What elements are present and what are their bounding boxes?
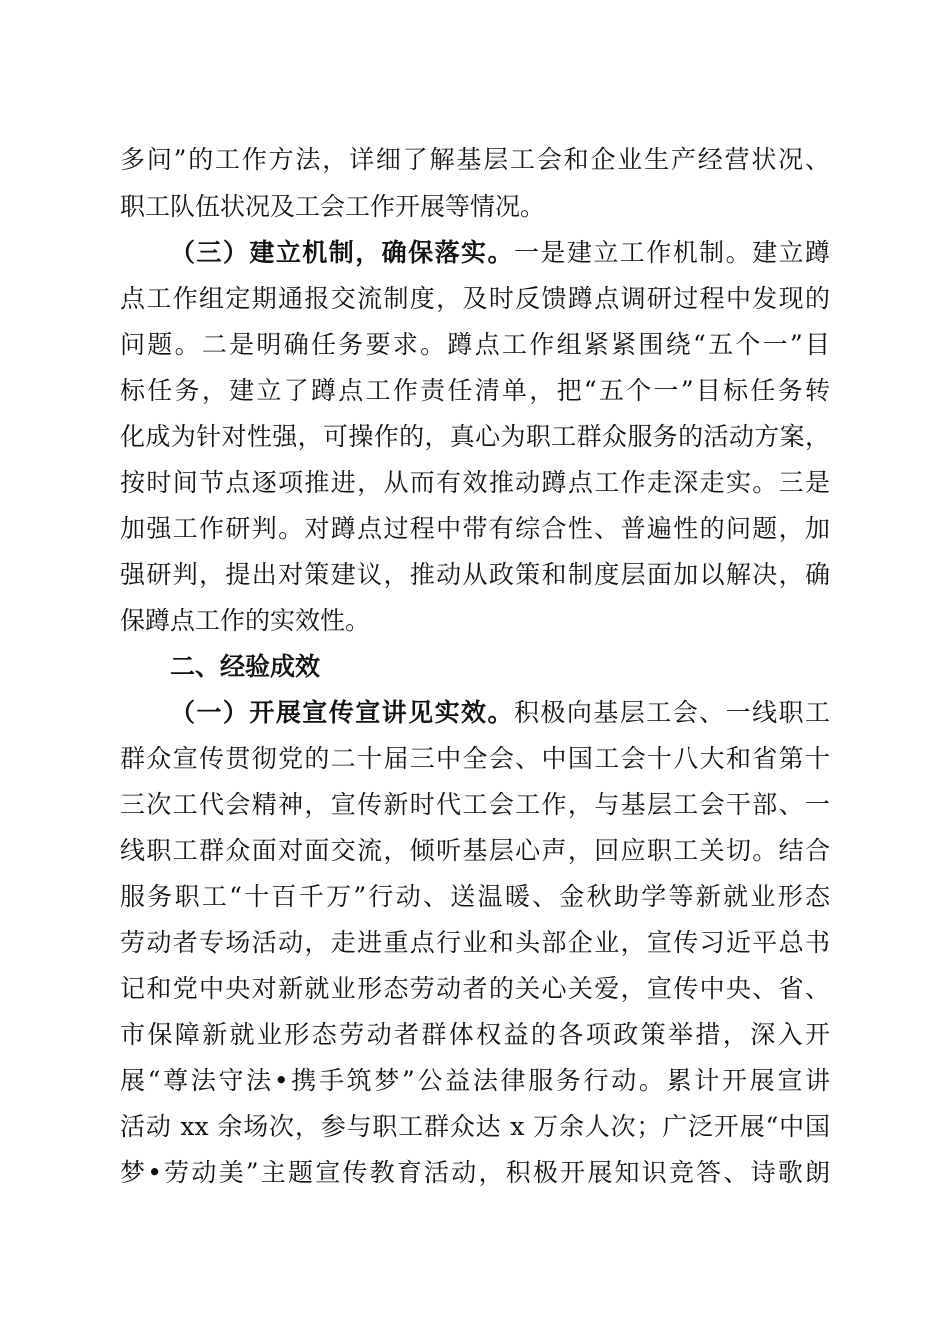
- text-line-23: 活动 xx 余场次，参与职工群众达 x 万余人次；广泛开展“中国: [120, 1112, 830, 1141]
- text-line-24: 梦•劳动美”主题宣传教育活动，积极开展知识竞答、诗歌朗: [120, 1158, 830, 1187]
- text-line-16: 三次工代会精神，宣传新时代工会工作，与基层工会干部、一: [120, 790, 830, 819]
- text-line-2: 职工队伍状况及工会工作开展等情况。: [120, 192, 546, 221]
- text-line-9: 加强工作研判。对蹲点过程中带有综合性、普遍性的问题，加: [120, 514, 830, 543]
- text-line-17: 线职工群众面对面交流，倾听基层心声，回应职工关切。结合: [120, 836, 830, 865]
- section-3-title: （三）建立机制，确保落实。: [170, 238, 514, 267]
- text-line-21: 市保障新就业形态劳动者群体权益的各项政策举措，深入开: [120, 1020, 830, 1049]
- section-3-text: 一是建立工作机制。建立蹲: [513, 238, 830, 267]
- text-line-18: 服务职工“十百千万”行动、送温暖、金秋助学等新就业形态: [120, 882, 830, 911]
- text-line-19: 劳动者专场活动，走进重点行业和头部企业，宣传习近平总书: [120, 928, 830, 957]
- text-line-10: 强研判，提出对策建议，推动从政策和制度层面加以解决，确: [120, 560, 830, 589]
- section-heading-2: 二、经验成效: [170, 652, 321, 681]
- text-line-15: 群众宣传贯彻党的二十届三中全会、中国工会十八大和省第十: [120, 744, 830, 773]
- text-line-5: 问题。二是明确任务要求。蹲点工作组紧紧围绕“五个一”目: [120, 330, 830, 359]
- text-line-22: 展“尊法守法•携手筑梦”公益法律服务行动。累计开展宣讲: [120, 1066, 830, 1095]
- subsection-1-text: 积极向基层工会、一线职工: [513, 698, 830, 727]
- text-line-4: 点工作组定期通报交流制度，及时反馈蹲点调研过程中发现的: [120, 284, 830, 313]
- text-line-8: 按时间节点逐项推进，从而有效推动蹲点工作走深走实。三是: [120, 468, 830, 497]
- section-3-line: [170, 230, 830, 276]
- subsection-1-line: [170, 690, 830, 736]
- text-line-6: 标任务，建立了蹲点工作责任清单，把“五个一”目标任务转: [120, 376, 830, 405]
- text-line-20: 记和党中央对新就业形态劳动者的关心关爱，宣传中央、省、: [120, 974, 830, 1003]
- text-line-1: 多问”的工作方法，详细了解基层工会和企业生产经营状况、: [120, 145, 830, 174]
- text-line-11: 保蹲点工作的实效性。: [120, 606, 371, 635]
- subsection-1-title: （一）开展宣传宣讲见实效。: [170, 698, 514, 727]
- text-line-7: 化成为针对性强，可操作的，真心为职工群众服务的活动方案，: [120, 422, 830, 451]
